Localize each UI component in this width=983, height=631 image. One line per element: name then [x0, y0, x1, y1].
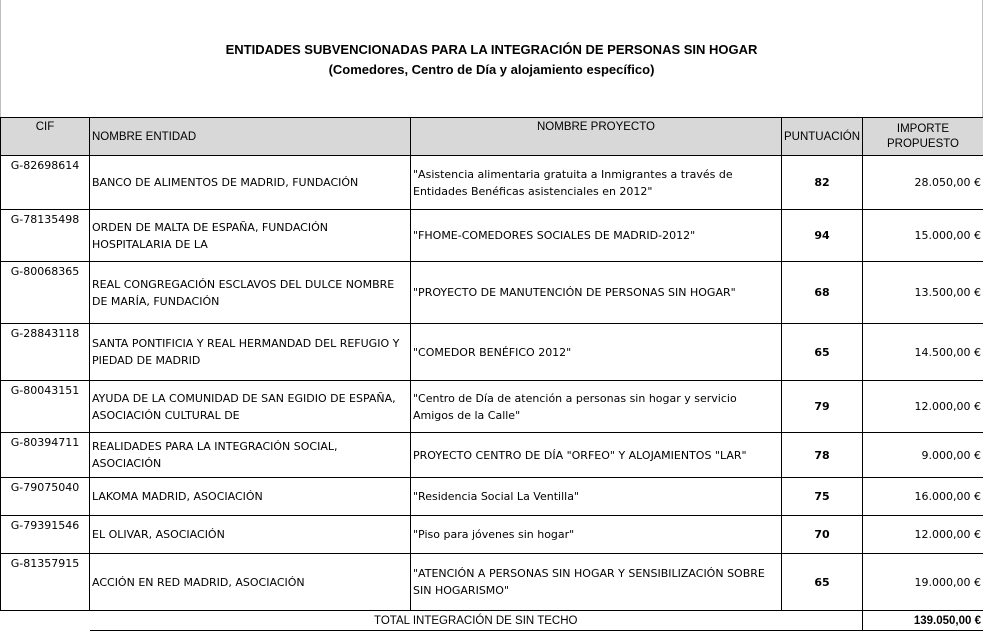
cif-cell: G-81357915 — [1, 554, 90, 611]
page-subtitle: (Comedores, Centro de Día y alojamiento específico) — [1, 62, 982, 77]
proyecto-cell: "Centro de Día de atención a personas sin hogar y servicio Amigos de la Calle" — [411, 381, 782, 433]
importe-cell: 15.000,00 € — [863, 210, 983, 262]
proyecto-cell: "FHOME-COMEDORES SOCIALES DE MADRID-2012" — [411, 210, 782, 262]
table-header-row — [1, 118, 983, 156]
header-importe-line2: PROPUESTO — [865, 137, 981, 152]
table-row — [1, 554, 983, 611]
header-puntuacion: PUNTUACIÓN — [782, 118, 863, 156]
table-row — [1, 381, 983, 433]
importe-cell: 28.050,00 € — [863, 156, 983, 210]
cif-cell: G-80394711 — [1, 433, 90, 478]
cif-cell: G-28843118 — [1, 324, 90, 381]
proyecto-cell: "Piso para jóvenes sin hogar" — [411, 516, 782, 554]
entidad-cell: ORDEN DE MALTA DE ESPAÑA, FUNDACIÓN HOSPITALARIA DE LA — [90, 210, 411, 262]
cif-cell: G-80068365 — [1, 262, 90, 324]
entidad-cell: EL OLIVAR, ASOCIACIÓN — [90, 516, 411, 554]
entidad-cell: LAKOMA MADRID, ASOCIACIÓN — [90, 478, 411, 516]
puntuacion-cell: 79 — [782, 381, 863, 433]
importe-cell: 16.000,00 € — [863, 478, 983, 516]
header-proyecto: NOMBRE PROYECTO — [411, 118, 782, 156]
importe-cell: 12.000,00 € — [863, 516, 983, 554]
puntuacion-cell: 78 — [782, 433, 863, 478]
puntuacion-cell: 94 — [782, 210, 863, 262]
puntuacion-cell: 65 — [782, 324, 863, 381]
table-row — [1, 478, 983, 516]
header-importe — [863, 118, 983, 156]
importe-cell: 13.500,00 € — [863, 262, 983, 324]
cif-cell: G-79391546 — [1, 516, 90, 554]
cif-cell: G-82698614 — [1, 156, 90, 210]
header-importe-line1: IMPORTE — [865, 122, 981, 137]
importe-cell: 14.500,00 € — [863, 324, 983, 381]
proyecto-cell: "Residencia Social La Ventilla" — [411, 478, 782, 516]
table-row — [1, 156, 983, 210]
importe-cell: 9.000,00 € — [863, 433, 983, 478]
cif-cell: G-78135498 — [1, 210, 90, 262]
total-value: 139.050,00 € — [863, 611, 983, 631]
table-body — [1, 156, 983, 611]
total-row — [1, 611, 983, 631]
puntuacion-cell: 68 — [782, 262, 863, 324]
proyecto-cell: "ATENCIÓN A PERSONAS SIN HOGAR Y SENSIBILIZACIÓN SOBRE SIN HOGARISMO" — [411, 554, 782, 611]
proyecto-cell: "PROYECTO DE MANUTENCIÓN DE PERSONAS SIN HOGAR" — [411, 262, 782, 324]
cif-cell: G-80043151 — [1, 381, 90, 433]
cif-cell: G-79075040 — [1, 478, 90, 516]
entidad-cell: SANTA PONTIFICIA Y REAL HERMANDAD DEL REFUGIO Y PIEDAD DE MADRID — [90, 324, 411, 381]
table-row — [1, 262, 983, 324]
puntuacion-cell: 70 — [782, 516, 863, 554]
proyecto-cell: "Asistencia alimentaria gratuita a Inmigrantes a través de Entidades Benéficas asistenciales en 2012" — [411, 156, 782, 210]
grants-table — [0, 117, 983, 631]
importe-cell: 19.000,00 € — [863, 554, 983, 611]
entidad-cell: REALIDADES PARA LA INTEGRACIÓN SOCIAL, ASOCIACIÓN — [90, 433, 411, 478]
page-title: ENTIDADES SUBVENCIONADAS PARA LA INTEGRACIÓN DE PERSONAS SIN HOGAR — [1, 42, 982, 57]
puntuacion-cell: 75 — [782, 478, 863, 516]
entidad-cell: AYUDA DE LA COMUNIDAD DE SAN EGIDIO DE ESPAÑA, ASOCIACIÓN CULTURAL DE — [90, 381, 411, 433]
entidad-cell: REAL CONGREGACIÓN ESCLAVOS DEL DULCE NOMBRE DE MARÍA, FUNDACIÓN — [90, 262, 411, 324]
proyecto-cell: "COMEDOR BENÉFICO 2012" — [411, 324, 782, 381]
total-spacer — [1, 611, 90, 631]
table-row — [1, 210, 983, 262]
header-cif: CIF — [1, 118, 90, 156]
entidad-cell: ACCIÓN EN RED MADRID, ASOCIACIÓN — [90, 554, 411, 611]
table-row — [1, 433, 983, 478]
table-row — [1, 516, 983, 554]
proyecto-cell: PROYECTO CENTRO DE DÍA "ORFEO" Y ALOJAMIENTOS "LAR" — [411, 433, 782, 478]
header-entidad: NOMBRE ENTIDAD — [90, 118, 411, 156]
total-label: TOTAL INTEGRACIÓN DE SIN TECHO — [90, 611, 863, 631]
title-block — [0, 0, 983, 117]
importe-cell: 12.000,00 € — [863, 381, 983, 433]
entidad-cell: BANCO DE ALIMENTOS DE MADRID, FUNDACIÓN — [90, 156, 411, 210]
puntuacion-cell: 82 — [782, 156, 863, 210]
table-row — [1, 324, 983, 381]
puntuacion-cell: 65 — [782, 554, 863, 611]
